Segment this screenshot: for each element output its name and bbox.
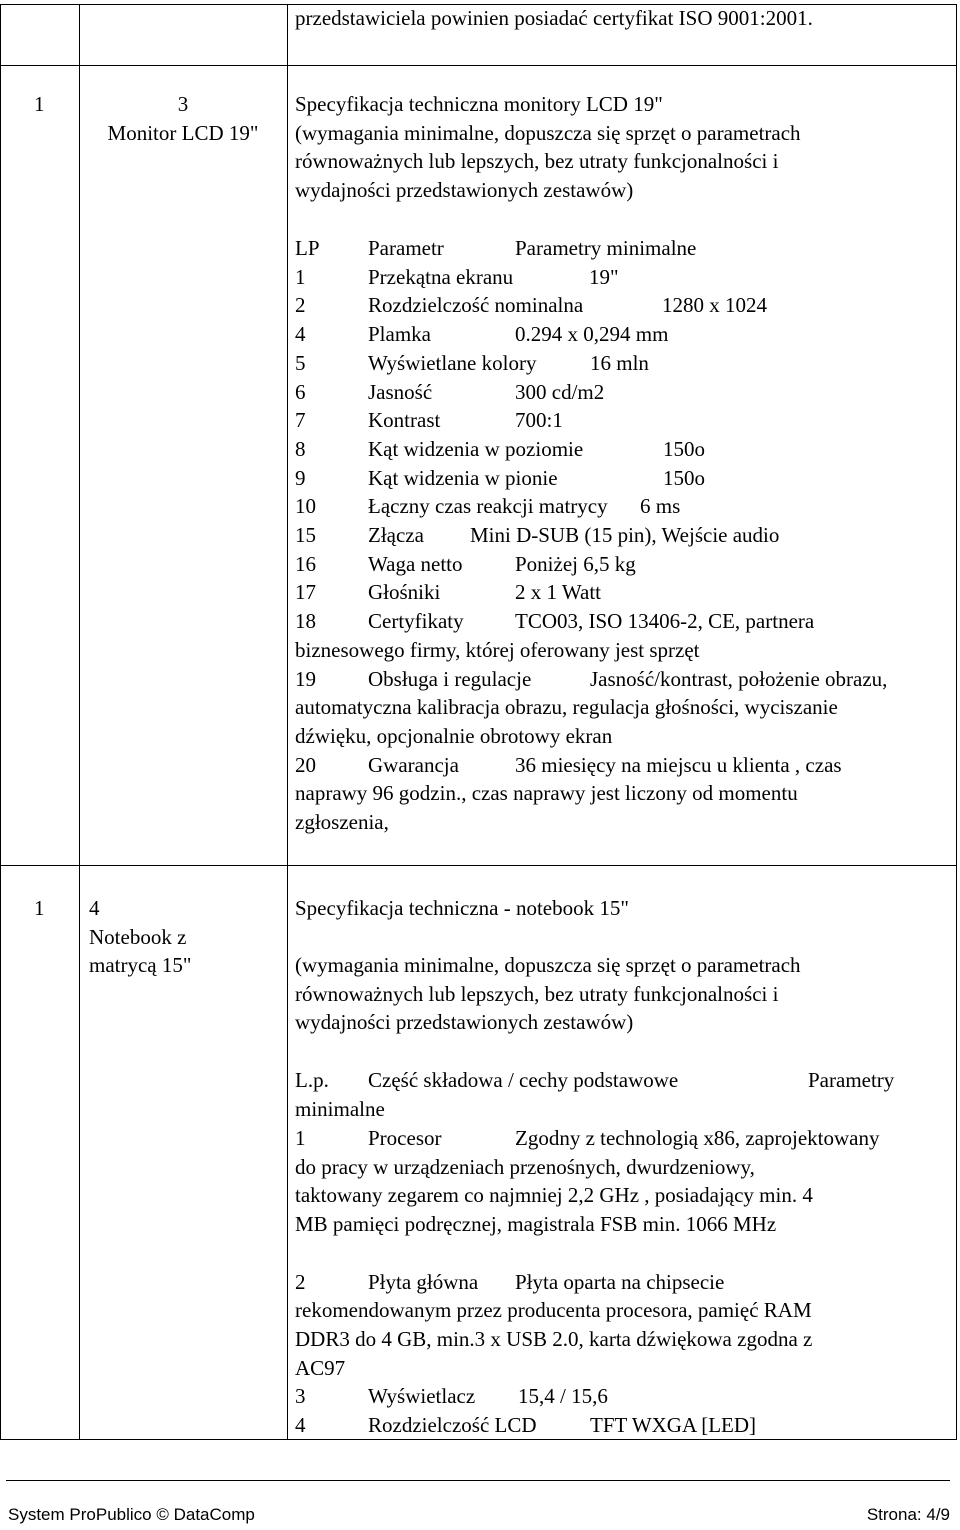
param-value: TCO03, ISO 13406-2, CE, partnera — [515, 609, 815, 634]
param-name: Wyświetlacz — [368, 1384, 476, 1409]
param-lp: 1 — [295, 264, 306, 289]
notebook-number: 4 — [89, 896, 100, 920]
param-value: 36 miesięcy na miejscu u klienta , czas — [515, 752, 842, 777]
param-lp: 17 — [295, 580, 316, 605]
param-name: Głośniki — [368, 580, 441, 605]
monitor-spec-intro — [295, 90, 801, 205]
monitor-header-param: Parametr — [368, 236, 444, 260]
param-value: 300 cd/m2 — [515, 379, 605, 404]
param-value-cont: AC97 — [295, 1355, 346, 1380]
param-lp: 19 — [295, 666, 316, 691]
param-lp: 4 — [295, 322, 306, 347]
monitor-header-lp: LP — [295, 236, 320, 260]
param-lp: 7 — [295, 408, 306, 433]
param-value: 2 x 1 Watt — [515, 580, 601, 605]
param-value: Poniżej 6,5 kg — [515, 551, 636, 576]
param-name: Kontrast — [368, 408, 441, 433]
param-name: Obsługa i regulacje — [368, 666, 532, 691]
param-name: Waga netto — [368, 551, 463, 576]
param-name: Przekątna ekranu — [368, 264, 514, 289]
param-lp: 4 — [295, 1413, 306, 1437]
param-lp: 6 — [295, 379, 306, 404]
param-name: Rozdzielczość LCD — [368, 1413, 537, 1437]
monitor-spec-note-line: (wymagania minimalne, dopuszcza się sprzęt o parametrach — [295, 120, 801, 145]
param-value: 150o — [663, 436, 705, 461]
monitor-item-name: Monitor LCD 19" — [107, 121, 259, 145]
notebook-header-value: Parametry — [808, 1068, 895, 1092]
notebook-spec-note — [295, 951, 801, 1037]
param-name: Certyfikaty — [368, 609, 464, 634]
param-name: Rozdzielczość nominalna — [368, 293, 584, 318]
column-divider — [79, 4, 80, 1439]
column-divider — [287, 4, 288, 1439]
notebook-spec-note-line: (wymagania minimalne, dopuszcza się sprzęt o parametrach — [295, 953, 801, 977]
notebook-spec-note-line: równoważnych lub lepszych, bez utraty funkcjonalności i — [295, 981, 779, 1006]
param-name: Płyta główna — [368, 1269, 479, 1294]
monitor-spec-title: Specyfikacja techniczna monitory LCD 19" — [295, 92, 663, 116]
param-value-cont: rekomendowanym przez producenta procesora, pamięć RAM — [295, 1298, 812, 1323]
top-row-text: przedstawiciela powinien posiadać certyfikat ISO 9001:2001. — [295, 6, 813, 30]
param-value: 1280 x 1024 — [662, 293, 767, 318]
param-lp: 16 — [295, 551, 316, 576]
param-value: 150o — [663, 465, 705, 490]
notebook-spec-note-line: wydajności przedstawionych zestawów) — [295, 1010, 634, 1035]
param-lp: 18 — [295, 609, 316, 634]
param-lp: 3 — [295, 1384, 306, 1409]
table-border-right — [956, 4, 957, 1439]
param-lp: 9 — [295, 465, 306, 490]
monitor-spec-note-line: wydajności przedstawionych zestawów) — [295, 178, 634, 203]
param-value: 0.294 x 0,294 mm — [515, 322, 669, 347]
monitor-number: 3 — [177, 92, 189, 116]
param-value: Jasność/kontrast, położenie obrazu, — [590, 666, 888, 691]
param-value-cont: naprawy 96 godzin., czas naprawy jest liczony od momentu — [295, 781, 798, 806]
footer-left: System ProPublico © DataComp — [8, 1505, 255, 1524]
param-lp: 2 — [295, 293, 306, 318]
table-border-left — [0, 4, 1, 1439]
notebook-spec-title: Specyfikacja techniczna - notebook 15" — [295, 896, 629, 920]
row-divider — [0, 865, 957, 866]
footer-page-number: Strona: 4/9 — [866, 1505, 950, 1524]
param-name: Jasność — [368, 379, 433, 404]
monitor-quantity: 1 — [34, 92, 45, 116]
param-name: Gwarancja — [368, 752, 459, 777]
param-lp: 8 — [295, 436, 306, 461]
param-value: 16 mln — [590, 350, 649, 375]
footer-divider — [6, 1480, 950, 1481]
param-value-cont: taktowany zegarem co najmniej 2,2 GHz , posiadający min. 4 — [295, 1183, 813, 1208]
param-name: Kąt widzenia w pionie — [368, 465, 558, 490]
notebook-item-name-line: Notebook z — [89, 924, 187, 949]
param-value: Płyta oparta na chipsecie — [515, 1269, 725, 1294]
param-value: Mini D-SUB (15 pin), Wejście audio — [470, 523, 780, 547]
param-name: Plamka — [368, 322, 431, 347]
param-value-cont: DDR3 do 4 GB, min.3 x USB 2.0, karta dźwiękowa zgodna z — [295, 1326, 813, 1351]
notebook-item-cell — [89, 894, 191, 980]
notebook-header-param: Część składowa / cechy podstawowe — [368, 1068, 679, 1092]
param-value-cont: biznesowego firmy, której oferowany jest sprzęt — [295, 637, 700, 662]
param-lp: 1 — [295, 1126, 306, 1150]
param-value: Zgodny z technologią x86, zaprojektowany — [515, 1126, 880, 1150]
param-value-cont: dźwięku, opcjonalnie obrotowy ekran — [295, 723, 613, 748]
param-lp: 5 — [295, 350, 306, 375]
notebook-header-lp: L.p. — [295, 1068, 329, 1092]
param-name: Łączny czas reakcji matrycy — [368, 494, 608, 519]
monitor-spec-note-line: równoważnych lub lepszych, bez utraty funkcjonalności i — [295, 149, 779, 174]
param-lp: 2 — [295, 1269, 306, 1294]
param-lp: 15 — [295, 523, 316, 547]
param-value: 6 ms — [640, 494, 681, 519]
row-divider — [0, 65, 957, 66]
param-value-cont: do pracy w urządzeniach przenośnych, dwurdzeniowy, — [295, 1154, 755, 1179]
param-name: Wyświetlane kolory — [368, 350, 537, 375]
param-lp: 10 — [295, 494, 316, 519]
param-value: 15,4 / 15,6 — [518, 1384, 608, 1409]
notebook-item-name-line: matrycą 15" — [89, 953, 192, 978]
param-value-cont: automatyczna kalibracja obrazu, regulacja głośności, wyciszanie — [295, 695, 838, 720]
param-name: Kąt widzenia w poziomie — [368, 436, 584, 461]
monitor-header-value: Parametry minimalne — [515, 236, 697, 260]
notebook-header-value-cont: minimalne — [295, 1097, 385, 1121]
notebook-quantity: 1 — [34, 896, 45, 920]
param-value: 700:1 — [515, 408, 563, 433]
param-value: 19" — [589, 264, 619, 289]
param-name: Procesor — [368, 1126, 442, 1150]
param-name: Złącza — [368, 523, 424, 547]
param-lp: 20 — [295, 752, 316, 777]
param-value-cont: MB pamięci podręcznej, magistrala FSB min. 1066 MHz — [295, 1212, 777, 1237]
param-value: TFT WXGA [LED] — [590, 1413, 757, 1437]
param-value-cont: zgłoszenia, — [295, 810, 389, 834]
